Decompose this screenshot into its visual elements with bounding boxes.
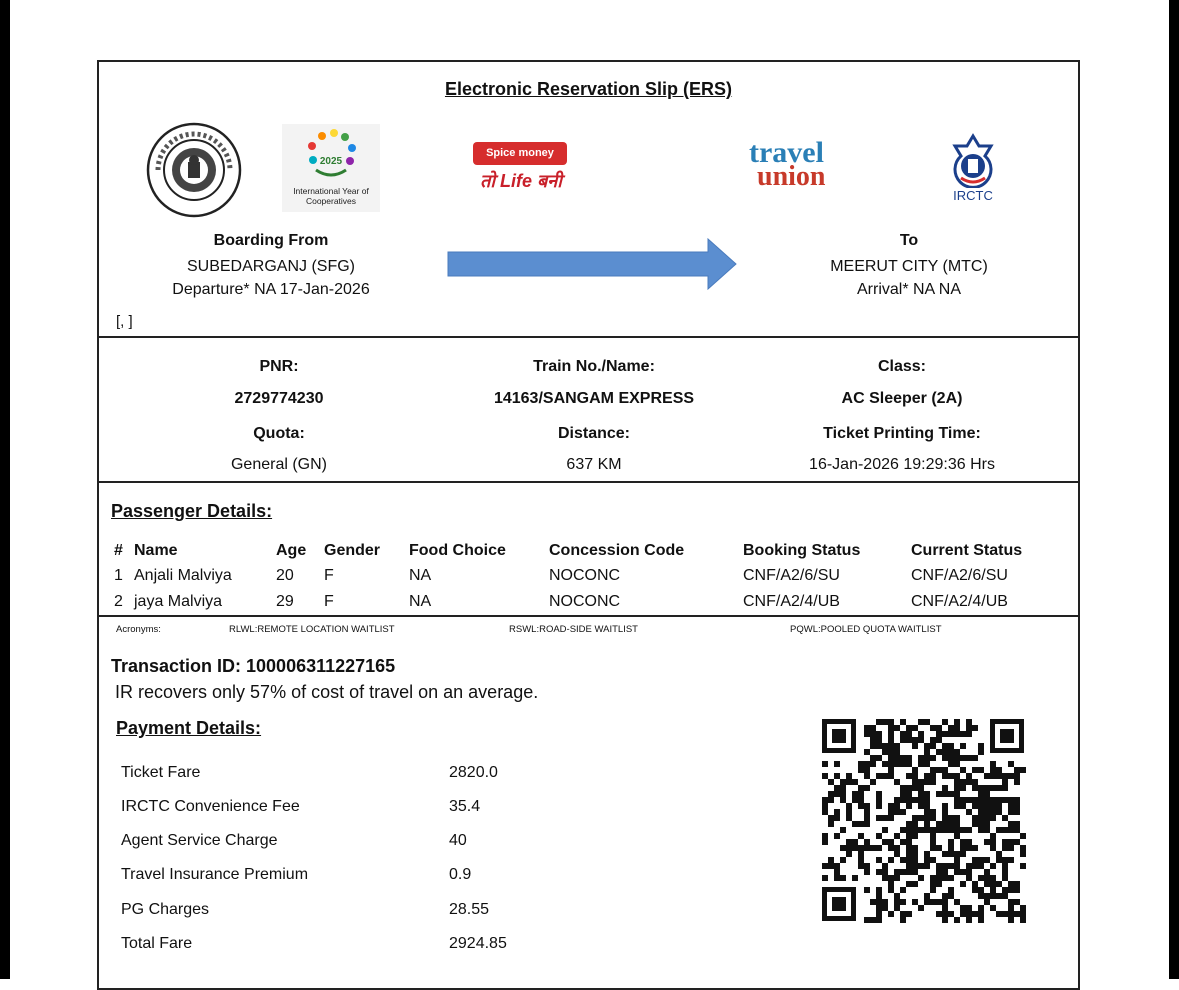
passenger-table xyxy=(114,538,1051,615)
payment-details-heading: Payment Details: xyxy=(116,718,262,738)
col-header: Booking Status xyxy=(743,541,861,559)
cooperatives-2025-logo xyxy=(282,124,380,212)
destination-station: MEERUT CITY (MTC) xyxy=(830,258,988,275)
irctc-logo xyxy=(945,132,1001,204)
cell: Anjali Malviya xyxy=(134,567,232,585)
pnr-value: 2729774230 xyxy=(234,390,324,407)
cell: F xyxy=(324,567,334,585)
fare-label-convenience: IRCTC Convenience Fee xyxy=(121,798,300,815)
table-row xyxy=(114,589,1051,615)
page-title: Electronic Reservation Slip (ERS) xyxy=(444,79,733,99)
cell: NOCONC xyxy=(549,567,621,585)
cell: CNF/A2/6/SU xyxy=(911,567,1008,585)
coop-text: International Year of Cooperatives xyxy=(293,186,369,206)
fare-label-agent: Agent Service Charge xyxy=(121,832,278,849)
coop-year: 2025 xyxy=(319,156,343,167)
journey-arrow-icon xyxy=(447,238,737,295)
acronym-rswl: RSWL:ROAD-SIDE WAITLIST xyxy=(509,624,638,635)
cell: CNF/A2/4/UB xyxy=(911,592,1008,610)
misc-brackets: [, ] xyxy=(116,313,133,330)
travel-union-line1: travel xyxy=(749,136,824,169)
cell: CNF/A2/4/UB xyxy=(743,592,840,610)
fare-value-insurance: 0.9 xyxy=(449,866,472,883)
col-header: Current Status xyxy=(911,541,1023,559)
print-time-value: 16-Jan-2026 19:29:36 Hrs xyxy=(809,456,995,473)
fare-value-total: 2924.85 xyxy=(449,935,507,952)
left-frame-bar xyxy=(0,0,10,979)
print-time-label: Ticket Printing Time: xyxy=(823,425,981,442)
acronym-pqwl: PQWL:POOLED QUOTA WAITLIST xyxy=(790,624,942,635)
divider-2 xyxy=(99,481,1078,483)
cell: 2 xyxy=(114,592,123,610)
fare-label-insurance: Travel Insurance Premium xyxy=(121,866,309,883)
cell: CNF/A2/6/SU xyxy=(743,567,840,585)
passenger-table-header xyxy=(114,538,1051,564)
fare-value-pg: 28.55 xyxy=(449,901,490,918)
spice-money-logo xyxy=(473,142,569,194)
cell: jaya Malviya xyxy=(134,592,223,610)
spice-money-label: Spice money xyxy=(473,142,567,165)
col-header: Gender xyxy=(324,541,381,559)
fare-value-ticket: 2820.0 xyxy=(449,764,498,781)
fare-label-pg: PG Charges xyxy=(121,901,210,918)
ers-slip xyxy=(97,60,1080,990)
qr-code-icon xyxy=(820,717,1026,923)
travel-union-logo xyxy=(747,138,847,196)
fare-label-total: Total Fare xyxy=(121,935,193,952)
cell: NA xyxy=(409,592,432,610)
spice-money-tagline: तो Life बनी xyxy=(480,171,562,191)
passenger-details-heading: Passenger Details: xyxy=(111,501,273,521)
irctc-label: IRCTC xyxy=(953,188,993,203)
class-label: Class: xyxy=(877,358,927,375)
col-header: # xyxy=(114,541,123,559)
acronym-rlwl: RLWL:REMOTE LOCATION WAITLIST xyxy=(229,624,395,635)
departure-info: Departure* NA 17-Jan-2026 xyxy=(172,281,370,298)
boarding-from-label: Boarding From xyxy=(213,232,329,249)
right-frame-bar xyxy=(1169,0,1179,979)
distance-label: Distance: xyxy=(557,425,631,442)
col-header: Age xyxy=(276,541,307,559)
quota-label: Quota: xyxy=(253,425,305,442)
train-label: Train No./Name: xyxy=(533,358,655,375)
arrival-info: Arrival* NA NA xyxy=(856,281,962,298)
distance-value: 637 KM xyxy=(566,456,622,473)
cell: 1 xyxy=(114,567,123,585)
fare-value-convenience: 35.4 xyxy=(449,798,481,815)
cell: 29 xyxy=(276,592,294,610)
col-header: Name xyxy=(134,541,178,559)
cell: F xyxy=(324,592,334,610)
to-label: To xyxy=(899,232,919,249)
transaction-id: Transaction ID: 100006311227165 xyxy=(111,656,396,676)
boarding-station: SUBEDARGANJ (SFG) xyxy=(186,258,355,275)
divider-3 xyxy=(99,615,1078,617)
col-header: Food Choice xyxy=(409,541,506,559)
cell: 20 xyxy=(276,567,294,585)
divider-1 xyxy=(99,336,1078,338)
train-value: 14163/SANGAM EXPRESS xyxy=(493,390,695,407)
fare-value-agent: 40 xyxy=(449,832,467,849)
acronyms-label: Acronyms: xyxy=(116,624,161,635)
travel-union-line2: union xyxy=(757,161,826,192)
cell: NOCONC xyxy=(549,592,621,610)
col-header: Concession Code xyxy=(549,541,685,559)
class-value: AC Sleeper (2A) xyxy=(841,390,963,407)
pnr-label: PNR: xyxy=(259,358,299,375)
fare-label-ticket: Ticket Fare xyxy=(121,764,201,781)
quota-value: General (GN) xyxy=(230,456,328,473)
cell: NA xyxy=(409,567,432,585)
cost-recovery-note: IR recovers only 57% of cost of travel on an average. xyxy=(115,682,539,702)
indian-railways-logo xyxy=(146,122,242,218)
table-row xyxy=(114,564,1051,590)
